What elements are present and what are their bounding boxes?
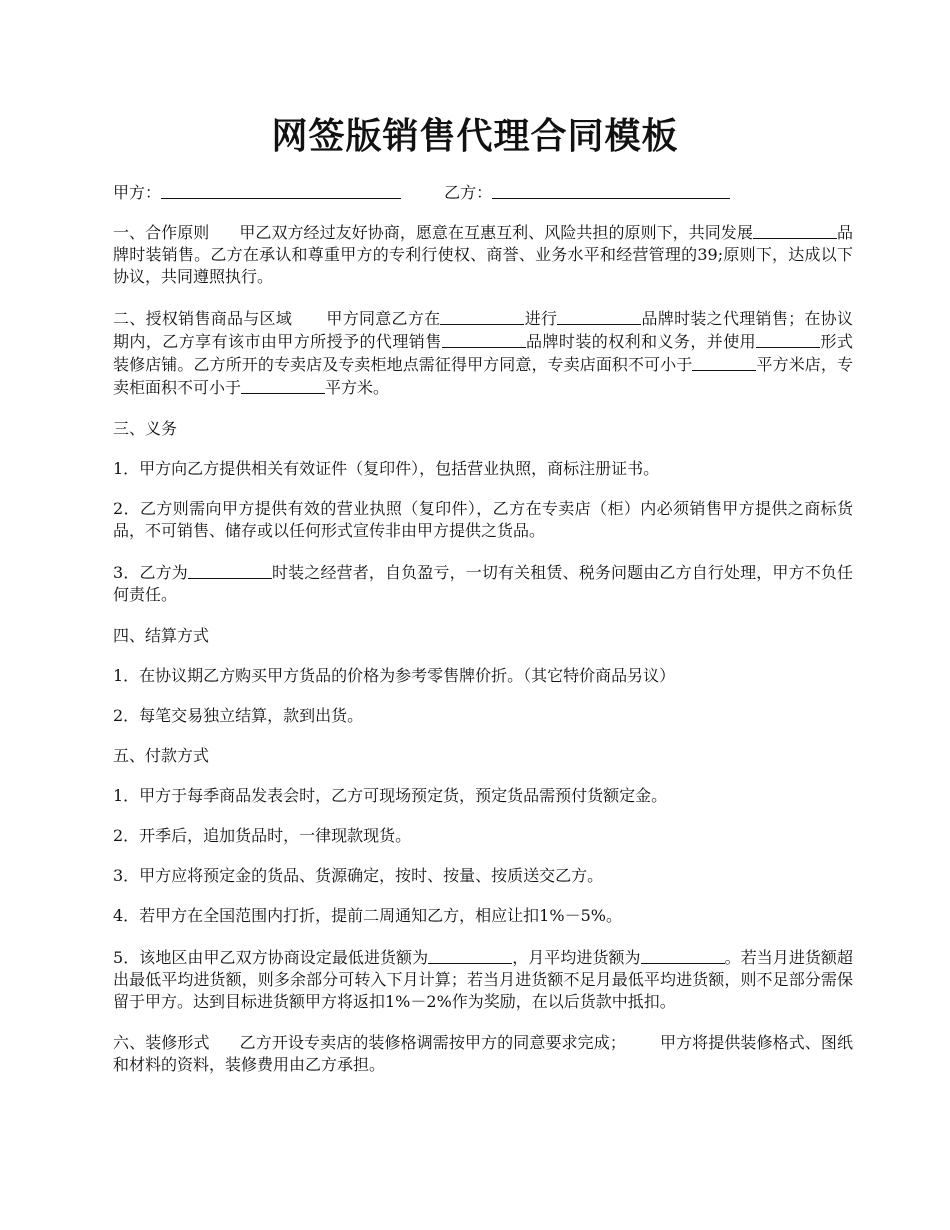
party-a-label: 甲方： [113,183,162,202]
section-3-item-1: 1．甲方向乙方提供相关有效证件（复印件），包括营业执照，商标注册证书。 [113,459,660,478]
brand-blank [753,222,837,239]
parties-line [113,181,853,204]
section-3-item-2: 2．乙方则需向甲方提供有效的营业执照（复印件），乙方在专卖店（柜）内必须销售甲方提供之商标货品，不可销售、储存或以任何形式宣传非由甲方提供之货品。 [113,499,853,540]
section-5-heading: 五、付款方式 [113,746,210,765]
section-2-text-5: 形式装修店铺。乙方所开的专卖店及专卖柜地点需征得甲方同意，专卖店面积不可小于 [113,332,853,374]
section-2-text-4: 品牌时装的权利和义务，并使用 [525,332,757,351]
brand-blank [557,308,641,325]
counter-area-blank [241,377,325,394]
section-1 [113,221,853,288]
section-2-text-1: 甲方同意乙方在 [326,309,441,328]
section-3-item-3-b: 时装之经营者，自负盈亏，一切有关租赁、税务问题由乙方自行处理，甲方不负任何责任。 [113,563,853,604]
party-a [113,181,401,204]
section-1-text-a: 甲乙双方经过友好协商，愿意在互惠互利、风险共担的原则下，共同发展 [239,223,753,242]
avg-purchase-blank [641,947,725,964]
section-4-item-1: 1．在协议期乙方购买甲方货品的价格为参考零售牌价折。（其它特价商品另议） [113,666,676,685]
section-3-item-3 [113,561,853,606]
section-2-text-2: 进行 [524,309,558,328]
min-purchase-blank [428,947,512,964]
section-5-item-5-b: ，月平均进货额为 [512,948,641,967]
brand-blank [188,562,272,579]
section-6-heading: 六、装修形式 [113,1033,210,1052]
section-5-item-5-a: 5．该地区由甲乙双方协商设定最低进货额为 [113,948,429,967]
party-a-blank [161,182,401,199]
section-5-item-3: 3．甲方应将预定金的货品、货源确定，按时、按量、按质送交乙方。 [113,866,604,885]
party-b-blank [492,182,730,199]
section-6-text-1: 乙方开设专卖店的装修格调需按甲方的同意要求完成； [239,1033,626,1052]
section-5-item-5 [113,946,853,1013]
section-6-text-2: 甲方将提供装修格式、图纸和材料的资料，装修费用由乙方承担。 [113,1033,853,1074]
section-5-item-2: 2．开季后，追加货品时，一律现款现货。 [113,826,412,845]
section-2-heading: 二、授权销售商品与区域 [113,309,293,328]
section-4-item-2: 2．每笔交易独立结算，款到出货。 [113,706,364,725]
section-1-text-b: 品牌时装销售。乙方在承认和尊重甲方的专利行使权、商誉、业务水平和经营管理的39;原则下，达成以下协议，共同遵照执行。 [113,223,853,286]
party-b [444,181,730,204]
document-title: 网签版销售代理合同模板 [271,115,679,157]
section-5-item-1: 1．甲方于每季商品发表会时，乙方可现场预定货，预定货品需预付货额定金。 [113,786,668,805]
contract-body [113,221,853,1095]
party-b-label: 乙方： [444,183,493,202]
section-2-text-7: 平方米。 [325,378,390,397]
section-2 [113,307,853,399]
region-blank [440,308,524,325]
decoration-form-blank [756,331,820,348]
section-2-text-6: 平方米店，专卖柜面积不可小于 [113,355,853,397]
section-5-item-4: 4．若甲方在全国范围内打折，提前二周通知乙方，相应让扣1%－5%。 [113,906,622,925]
section-5-item-5-c: 。若当月进货额超出最低平均进货额，则多余部分可转入下月计算；若当月进货额不足月最低平均进货额，则不足部分需保留于甲方。达到目标进货额甲方将返扣1%－2%作为奖励，在以后货款中抵扣。 [113,948,853,1011]
section-1-heading: 一、合作原则 [113,223,210,242]
section-4-heading: 四、结算方式 [113,626,210,645]
section-3-item-3-a: 3．乙方为 [113,563,188,582]
brand-blank [442,331,526,348]
section-3-heading: 三、义务 [113,419,178,438]
section-6 [113,1032,853,1076]
store-area-blank [692,354,756,371]
section-2-text-3: 品牌时装之代理销售；在协议期内，乙方享有该市由甲方所授予的代理销售 [113,309,853,351]
